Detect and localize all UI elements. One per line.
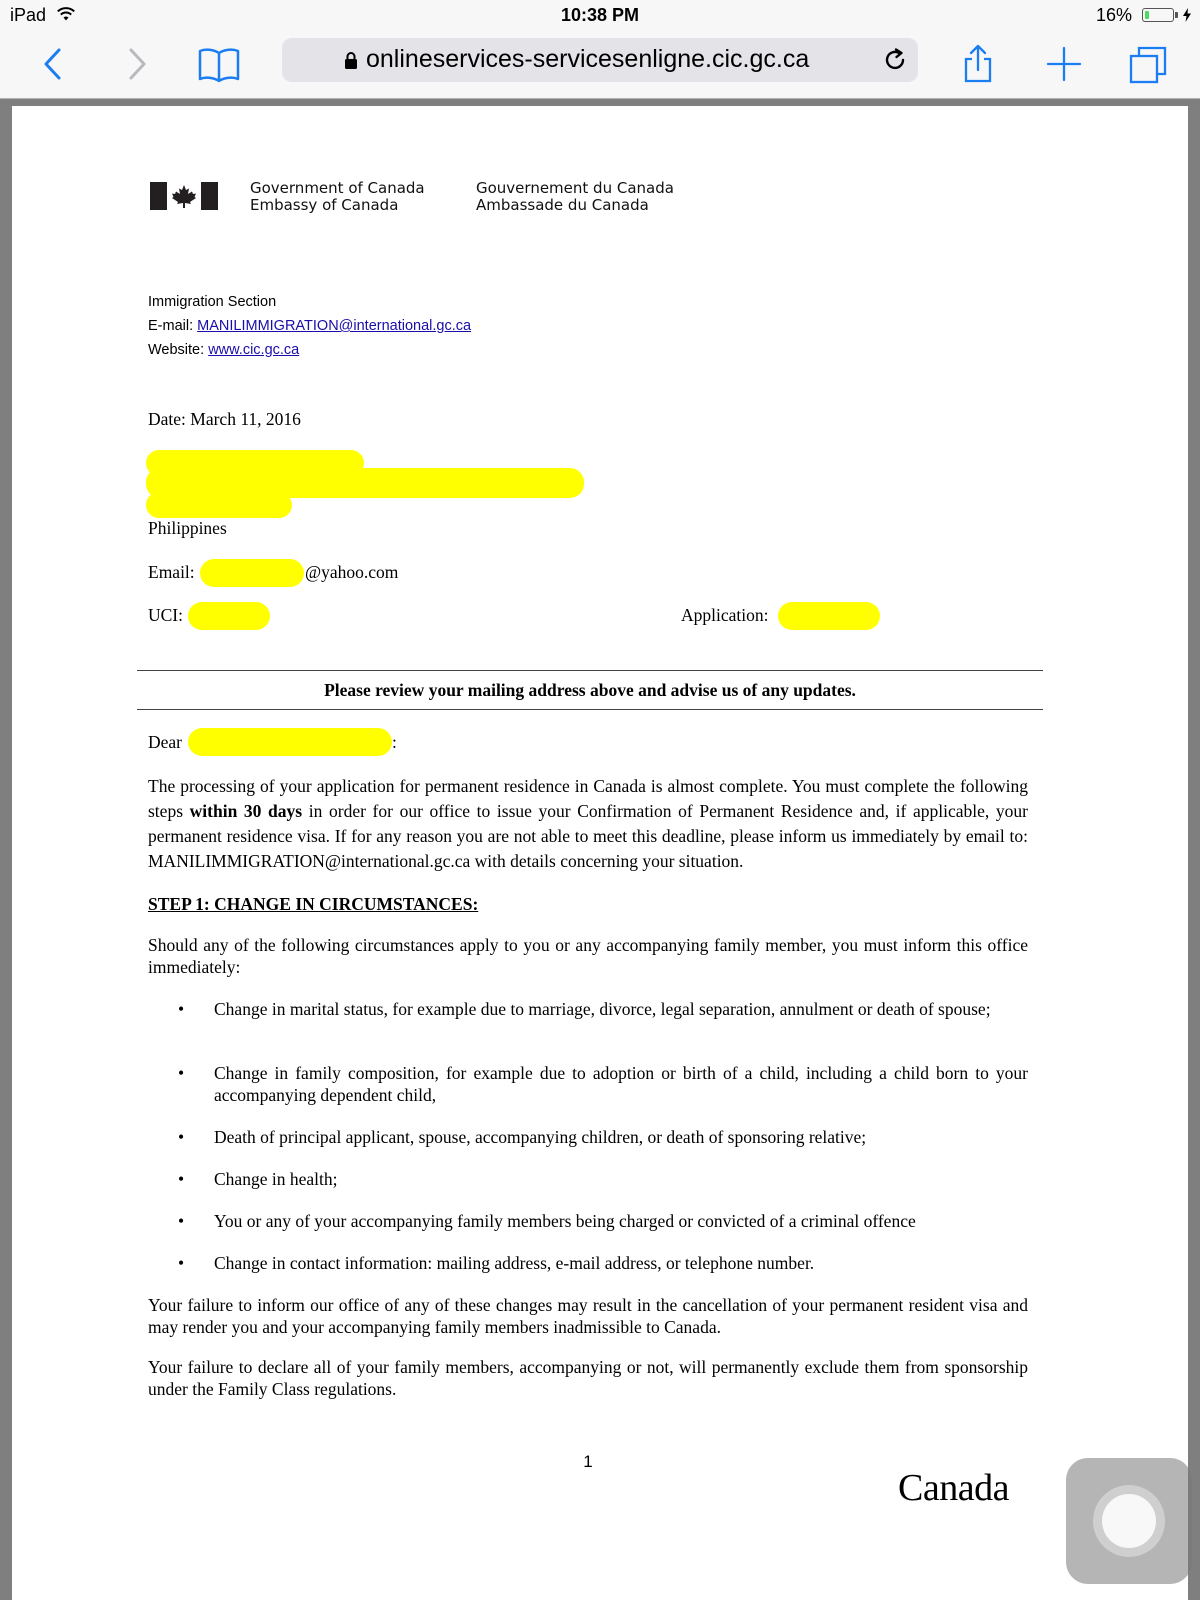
address-bar[interactable] <box>282 38 918 82</box>
step1-heading: STEP 1: CHANGE IN CIRCUMSTANCES: <box>148 894 479 914</box>
step1-intro: Should any of the following circumstances apply to you or any accompanying family member, you must inform this office immediately: <box>148 935 1028 977</box>
salutation: Dear <box>148 732 183 752</box>
immigration-email-link[interactable]: MANILIMMIGRATION@international.gc.ca <box>197 318 472 334</box>
status-bar <box>0 0 1200 30</box>
share-button[interactable] <box>958 44 998 84</box>
share-icon <box>958 44 998 84</box>
intro-deadline: within 30 days <box>189 801 303 821</box>
reload-icon[interactable] <box>882 47 908 73</box>
intro-text-1: The processing of your application for permanent residence in Canada is almost complete. You must complete the following steps <box>148 776 1028 821</box>
list-item: • Change in family composition, for example due to adoption or birth of a child, including a child born to your accompanying dependent child, <box>148 1062 1028 1106</box>
bookmarks-button[interactable] <box>196 44 242 84</box>
page-number: 1 <box>583 1452 593 1471</box>
website-link[interactable]: www.cic.gc.ca <box>208 342 300 358</box>
charging-bolt-icon <box>1182 8 1192 22</box>
list-item: • Change in health; <box>148 1168 1028 1190</box>
contact-email-row <box>148 314 471 338</box>
battery-percent: 16% <box>1095 5 1132 25</box>
canada-wordmark <box>898 1466 1009 1510</box>
redacted-address-line-3 <box>146 492 292 518</box>
tabs-icon <box>1128 44 1168 84</box>
contact-website-row <box>148 338 471 362</box>
canada-flag-icon <box>150 182 218 210</box>
rule-top <box>137 670 1043 671</box>
salutation-colon: : <box>392 732 397 752</box>
embassy-fr: Ambassade du Canada <box>476 196 649 214</box>
intro-paragraph <box>148 774 1028 874</box>
url-text: onlineservices-servicesenligne.cic.gc.ca <box>366 45 810 73</box>
contact-block <box>148 290 471 362</box>
plus-icon <box>1044 44 1084 84</box>
device-name: iPad <box>10 5 47 25</box>
redacted-uci <box>188 602 270 630</box>
forward-button[interactable] <box>116 44 156 84</box>
redacted-application-number <box>778 602 880 630</box>
application-label: Application: <box>681 605 769 625</box>
chevron-right-icon <box>116 44 156 84</box>
section-name: Immigration Section <box>148 294 277 310</box>
battery-level <box>1145 11 1149 19</box>
letterhead-english <box>250 180 425 214</box>
list-item: • You or any of your accompanying family members being charged or convicted of a criminal offence <box>148 1210 1028 1232</box>
letterhead-french <box>476 180 674 214</box>
battery-icon <box>1142 8 1174 22</box>
list-item: • Change in marital status, for example due to marriage, divorce, legal separation, annulment or death of spouse; <box>148 998 1028 1020</box>
back-button[interactable] <box>34 44 74 84</box>
gov-en: Government of Canada <box>250 179 425 197</box>
book-icon <box>196 44 242 84</box>
new-tab-button[interactable] <box>1044 44 1084 84</box>
recipient-email-domain: @yahoo.com <box>305 562 399 582</box>
lock-icon <box>344 52 358 69</box>
address-country: Philippines <box>148 518 227 538</box>
letter-page <box>12 106 1188 1600</box>
battery-tip <box>1175 12 1178 18</box>
redacted-recipient-name <box>188 728 392 756</box>
clock: 10:38 PM <box>560 5 640 25</box>
canada-wordmark-text: Canada <box>898 1467 1009 1509</box>
assistive-touch-button[interactable] <box>1066 1458 1192 1584</box>
gov-fr: Gouvernement du Canada <box>476 179 674 197</box>
assistive-touch-core <box>1102 1494 1156 1548</box>
redacted-email-user <box>200 559 304 587</box>
list-item: • Death of principal applicant, spouse, accompanying children, or death of sponsoring relative; <box>148 1126 1028 1148</box>
chevron-left-icon <box>34 44 74 84</box>
letter-date: Date: March 11, 2016 <box>148 409 301 429</box>
browser-toolbar <box>0 30 1200 99</box>
failure-declare-paragraph: Your failure to declare all of your family members, accompanying or not, will permanently exclude them from sponsorship under the Family Class regulations. <box>148 1357 1028 1399</box>
embassy-en: Embassy of Canada <box>250 196 399 214</box>
email-label: E-mail: <box>148 318 194 334</box>
uci-label: UCI: <box>148 605 183 625</box>
recipient-email-label: Email: <box>148 562 195 582</box>
tabs-button[interactable] <box>1128 44 1168 84</box>
list-item: • Change in contact information: mailing address, e-mail address, or telephone number. <box>148 1252 1028 1274</box>
address-review-notice: Please review your mailing address above and advise us of any updates. <box>324 680 856 700</box>
website-label: Website: <box>148 342 205 358</box>
intro-text-2: in order for our office to issue your Confirmation of Permanent Residence and, if applicable, your permanent residence visa. If for any reason you are not able to meet this deadline, please inform us immediately by email to: MANILIMMIGRATION@international.gc.ca with details concerning your situation. <box>148 801 1028 871</box>
rule-bottom <box>137 709 1043 710</box>
failure-inform-paragraph: Your failure to inform our office of any of these changes may result in the cancellation of your permanent resident visa and may render you and your accompanying family members inadmissible to Canada. <box>148 1295 1028 1337</box>
